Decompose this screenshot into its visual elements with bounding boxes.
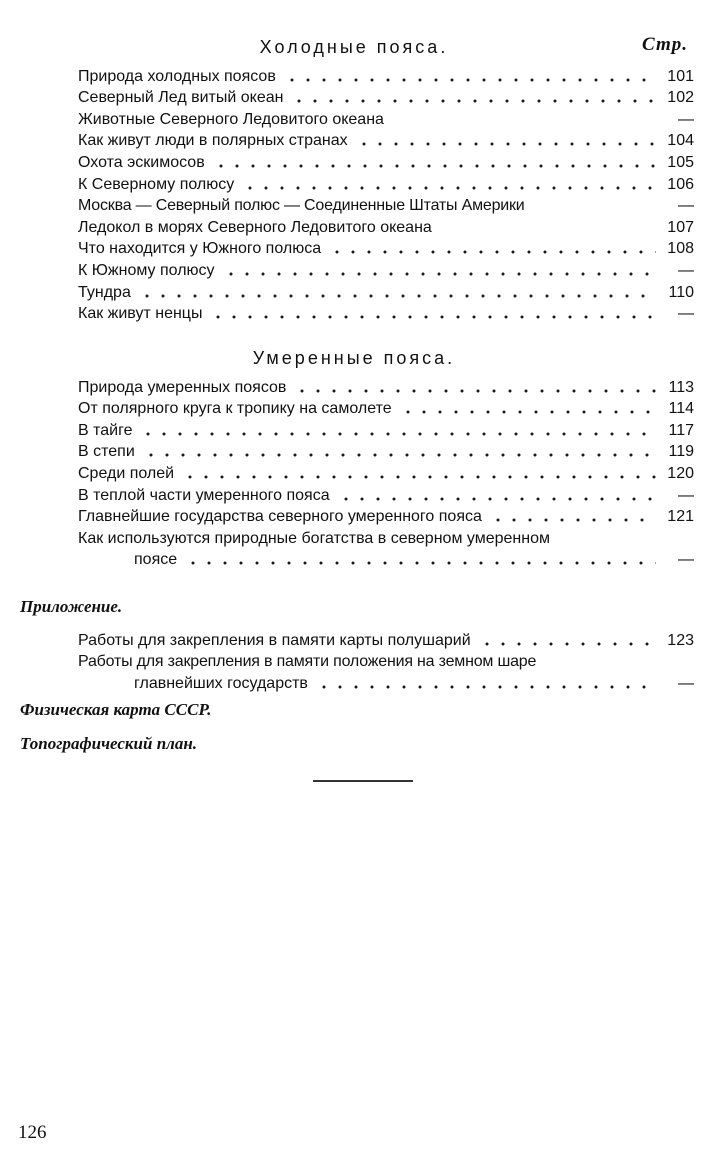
entry-title: Москва — Северный полюс — Соединенные Штаты Америки	[78, 197, 525, 215]
entry-title: В степи	[78, 443, 135, 461]
entry-page: 101	[667, 67, 694, 85]
toc-entry	[78, 483, 694, 505]
toc-list-temperate	[78, 375, 694, 569]
entry-title: Охота эскимосов	[78, 153, 205, 171]
entry-page: 119	[668, 443, 694, 461]
toc-entry	[78, 215, 694, 237]
dot-leader	[329, 249, 656, 255]
dot-leader	[213, 163, 656, 169]
entry-page: 105	[667, 153, 694, 171]
toc-entry	[78, 194, 694, 216]
entry-page: 121	[667, 508, 694, 526]
entry-page: 110	[668, 283, 694, 301]
toc-entry	[78, 129, 694, 151]
toc-entry	[78, 172, 694, 194]
dot-leader	[490, 517, 656, 523]
dot-leader	[210, 314, 656, 320]
page-column-label: Стр.	[642, 34, 688, 55]
entry-page: 120	[667, 464, 694, 482]
dot-leader	[294, 388, 656, 394]
toc-entry	[78, 628, 694, 650]
entry-title: Природа холодных поясов	[78, 67, 276, 85]
entry-page: 107	[667, 218, 694, 236]
entry-title: Животные Северного Ледовитого океана	[78, 110, 384, 128]
entry-title: Как используются природные богатства в северном умеренном	[78, 529, 550, 547]
entry-title: Главнейшие государства северного умеренного пояса	[78, 508, 482, 526]
map-note-physical: Физическая карта СССР.	[20, 700, 212, 719]
entry-title: Как живут люди в полярных странах	[78, 132, 348, 150]
dot-leader	[143, 452, 656, 458]
dot-leader	[356, 141, 656, 147]
entry-page: —	[678, 551, 694, 569]
entry-title: В тайге	[78, 421, 133, 439]
dot-leader	[223, 271, 656, 277]
toc-list-cold	[78, 64, 694, 323]
toc-entry	[78, 280, 694, 302]
entry-page: —	[678, 674, 694, 692]
dot-leader	[284, 77, 656, 83]
dot-leader	[291, 98, 656, 104]
dot-leader	[182, 474, 656, 480]
dot-leader	[140, 431, 656, 437]
entry-page: —	[678, 197, 694, 215]
entry-page: 108	[667, 240, 694, 258]
entry-page: 117	[668, 421, 694, 439]
entry-page: —	[678, 261, 694, 279]
entry-page: —	[678, 305, 694, 323]
toc-entry	[78, 150, 694, 172]
dot-leader	[185, 560, 656, 566]
entry-title: Природа умеренных поясов	[78, 378, 287, 396]
entry-title: Северный Лед витый океан	[78, 89, 284, 107]
dot-leader	[139, 293, 656, 299]
appendix-heading: Приложение.	[20, 597, 123, 616]
entry-title: Среди полей	[78, 464, 175, 482]
toc-entry-continuation	[78, 671, 694, 693]
entry-page: —	[678, 486, 694, 504]
toc-entry	[78, 237, 694, 259]
dot-leader	[400, 409, 656, 415]
toc-entry	[78, 397, 694, 419]
toc-entry	[78, 440, 694, 462]
toc-list-appendix	[78, 628, 694, 693]
section-heading-temperate: Умеренные пояса.	[252, 348, 456, 368]
toc-entry	[78, 86, 694, 108]
entry-title: Работы для закрепления в памяти карты полушарий	[78, 631, 471, 649]
entry-page: 113	[668, 378, 694, 396]
entry-title: К Северному полюсу	[78, 175, 235, 193]
page-number: 126	[18, 1122, 47, 1143]
toc-entry-continuation	[78, 548, 694, 570]
entry-page: 102	[667, 89, 694, 107]
map-note-topographic: Топографический план.	[20, 734, 198, 753]
entry-title: Как живут ненцы	[78, 305, 203, 323]
entry-page: 114	[668, 400, 694, 418]
entry-page: —	[678, 110, 694, 128]
entry-page: 123	[667, 631, 694, 649]
toc-entry	[78, 258, 694, 280]
entry-title-continuation: главнейших государств	[134, 674, 308, 692]
entry-title: В теплой части умеренного пояса	[78, 486, 330, 504]
entry-page: 104	[667, 132, 694, 150]
dot-leader	[316, 684, 656, 690]
entry-title: Ледокол в морях Северного Ледовитого океана	[78, 218, 432, 236]
entry-title: Работы для закрепления в памяти положения на земном шаре	[78, 653, 537, 671]
toc-entry	[78, 302, 694, 324]
toc-entry	[78, 650, 694, 672]
toc-entry	[78, 375, 694, 397]
toc-entry	[78, 526, 694, 548]
toc-entry	[78, 64, 694, 86]
entry-title: К Южному полюсу	[78, 261, 215, 279]
entry-title-continuation: поясе	[134, 551, 178, 569]
toc-entry	[78, 505, 694, 527]
toc-entry	[78, 461, 694, 483]
entry-title: От полярного круга к тропику на самолете	[78, 400, 392, 418]
section-heading-cold: Холодные пояса.	[259, 37, 449, 57]
entry-title: Тундра	[78, 283, 131, 301]
dot-leader	[338, 496, 656, 502]
dot-leader	[242, 185, 656, 191]
divider-rule	[313, 780, 413, 782]
entry-title: Что находится у Южного полюса	[78, 240, 322, 258]
dot-leader	[479, 641, 656, 647]
toc-entry	[78, 418, 694, 440]
toc-entry	[78, 107, 694, 129]
entry-page: 106	[667, 175, 694, 193]
